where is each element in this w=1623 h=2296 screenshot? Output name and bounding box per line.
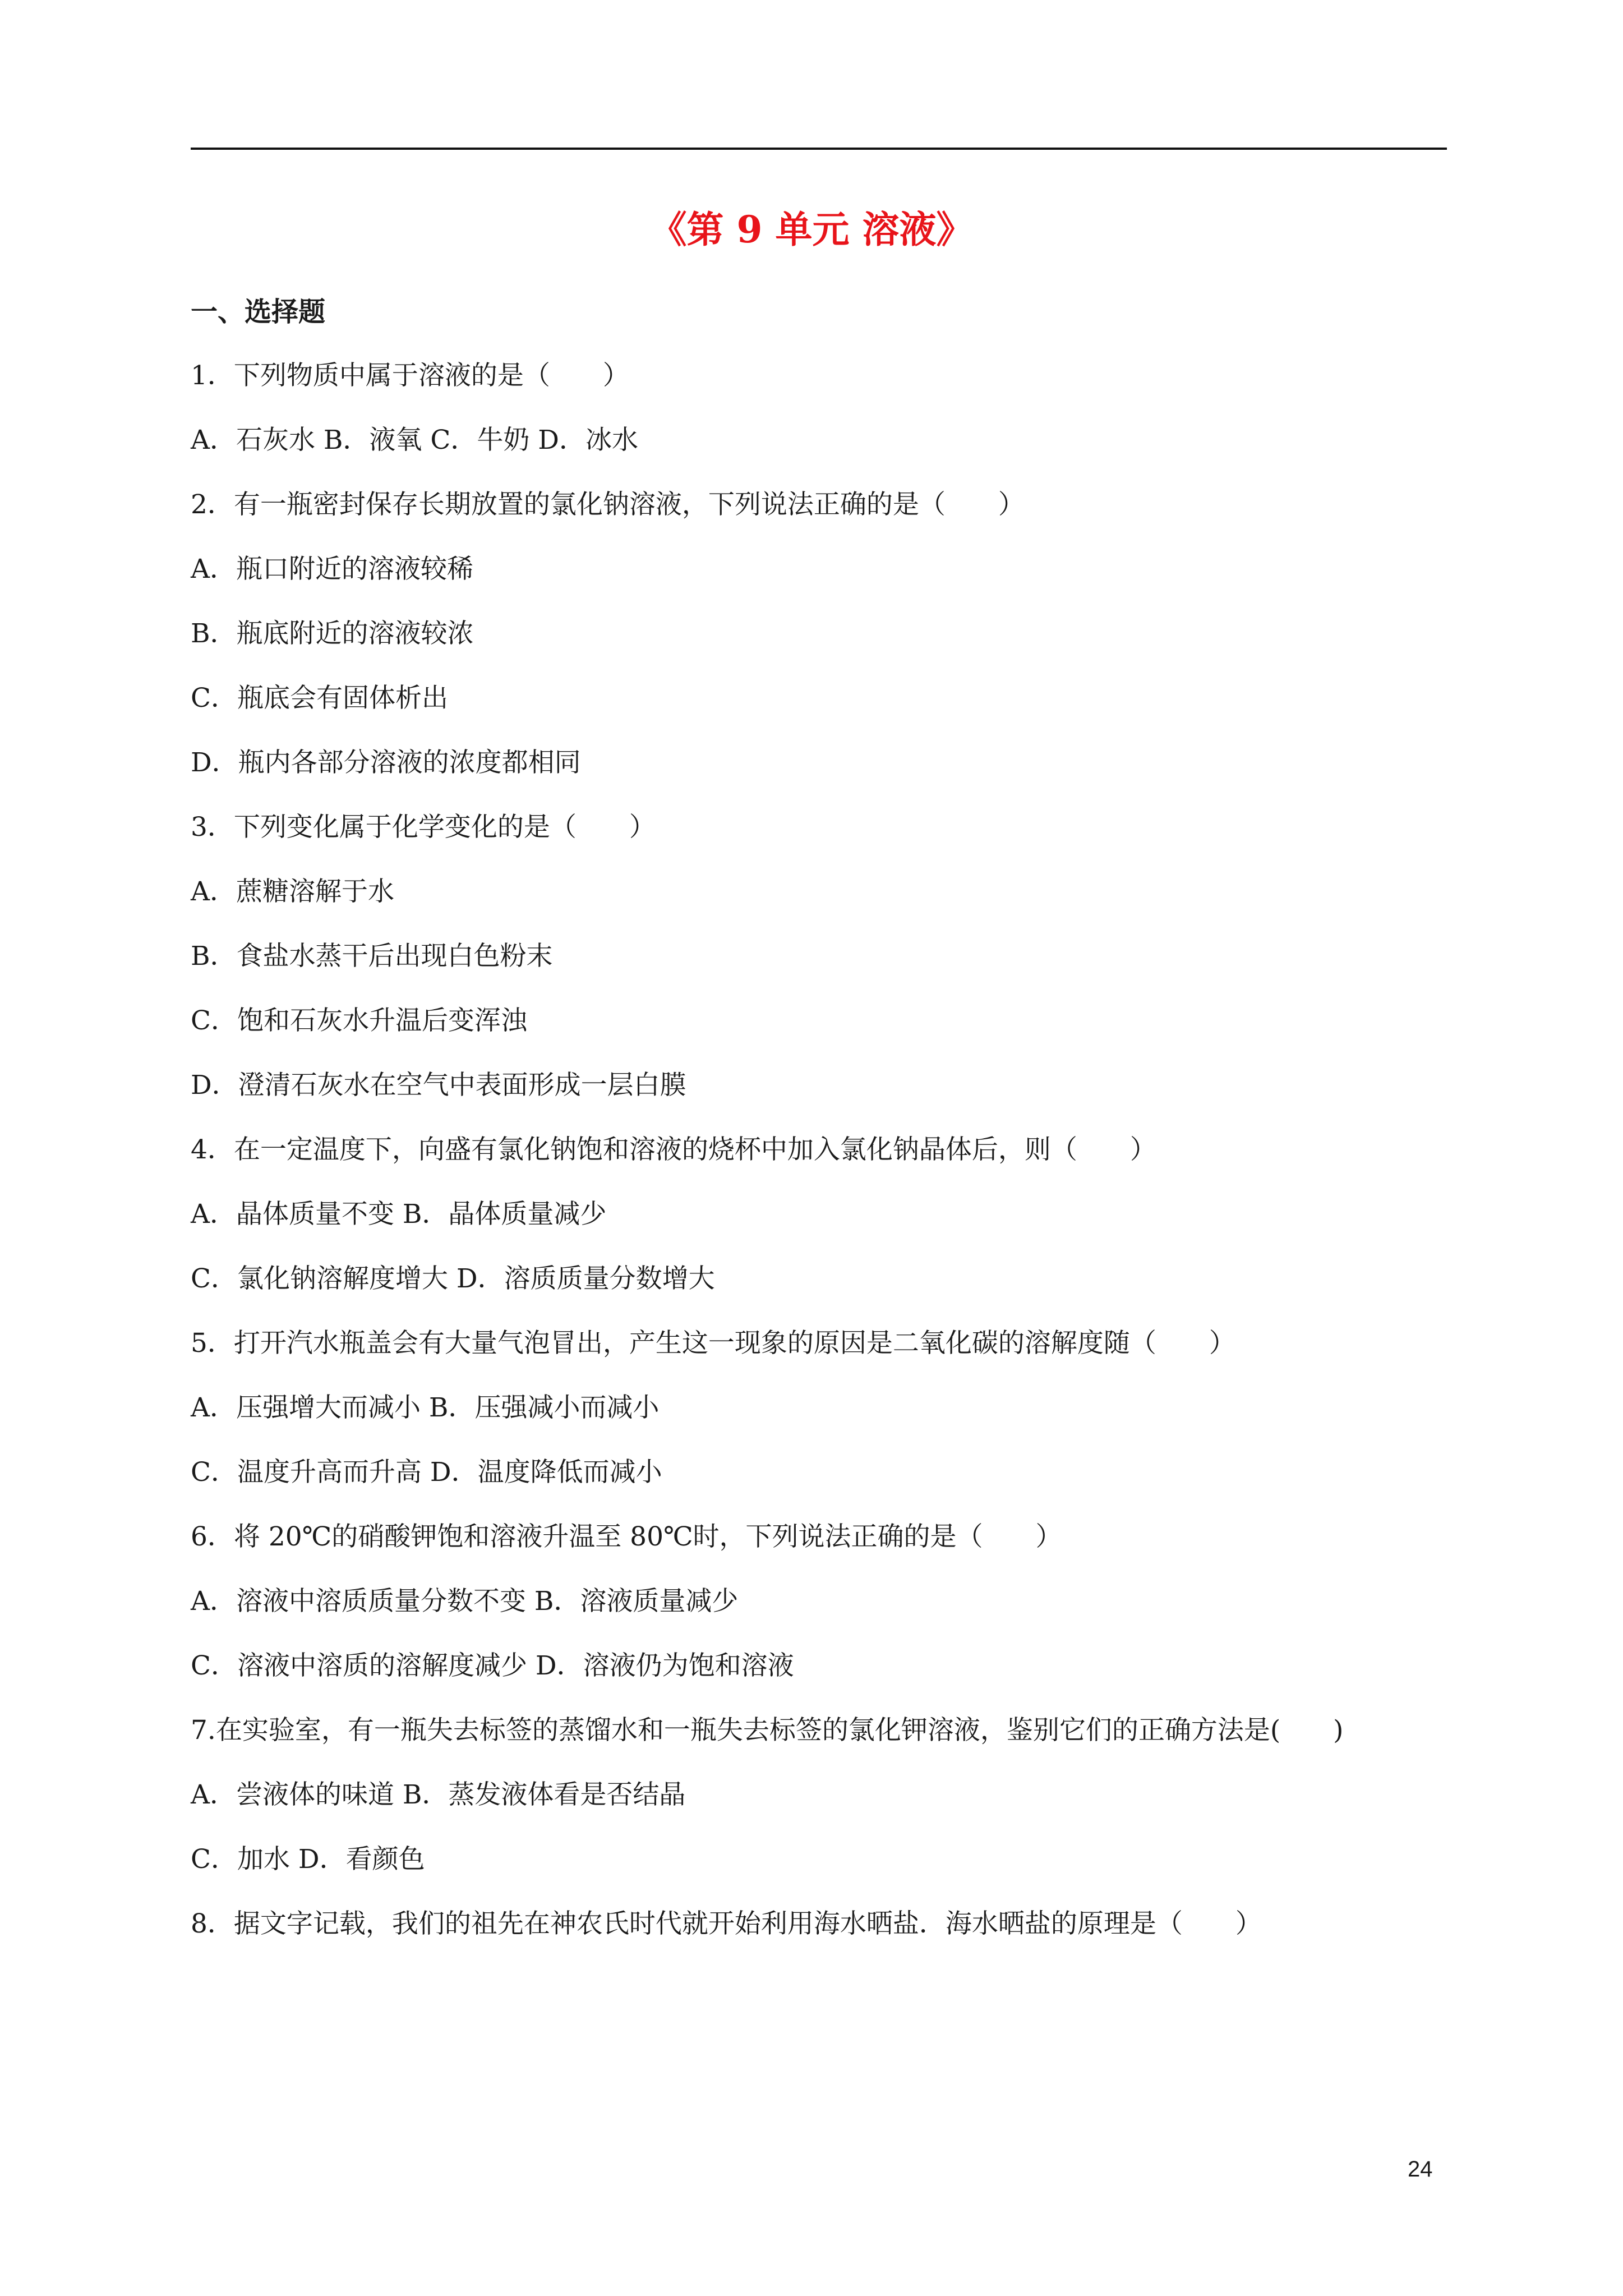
question-2-option-a: A．瓶口附近的溶液较稀 — [191, 554, 473, 585]
question-list — [191, 359, 1447, 1972]
question-1-options: A．石灰水 B．液氧 C．牛奶 D．冰水 — [191, 425, 638, 455]
document-title: 《第 9 单元 溶液》 — [649, 208, 974, 251]
question-3-option-d: D．澄清石灰水在空气中表面形成一层白膜 — [191, 1070, 686, 1101]
question-8: 8．据文字记载，我们的祖先在神农氏时代就开始利用海水晒盐．海水晒盐的原理是（ ） — [191, 1908, 1262, 1939]
question-4-options-ab: A．晶体质量不变 B．晶体质量减少 — [191, 1199, 607, 1230]
question-4: 4．在一定温度下，向盛有氯化钠饱和溶液的烧杯中加入氯化钠晶体后，则（ ） — [191, 1134, 1156, 1165]
section-heading: 一、选择题 — [191, 296, 326, 328]
question-6-options-cd: C．溶液中溶质的溶解度减少 D．溶液仍为饱和溶液 — [191, 1650, 794, 1681]
question-3-option-a: A．蔗糖溶解于水 — [191, 876, 394, 907]
question-5-options-ab: A．压强增大而减小 B．压强减小而减小 — [191, 1392, 660, 1423]
page-number: 24 — [1408, 2157, 1433, 2182]
question-5: 5．打开汽水瓶盖会有大量气泡冒出，产生这一现象的原因是二氧化碳的溶解度随（ ） — [191, 1328, 1235, 1359]
question-1: 1．下列物质中属于溶液的是（ ） — [191, 360, 629, 391]
question-2-option-d: D．瓶内各部分溶液的浓度都相同 — [191, 747, 581, 778]
question-7-options-ab: A．尝液体的味道 B．蒸发液体看是否结晶 — [191, 1779, 686, 1810]
question-3-option-b: B．食盐水蒸干后出现白色粉末 — [191, 941, 553, 972]
question-5-options-cd: C．温度升高而升高 D．温度降低而减小 — [191, 1457, 662, 1488]
question-4-options-cd: C．氯化钠溶解度增大 D．溶质质量分数增大 — [191, 1263, 715, 1294]
question-2: 2．有一瓶密封保存长期放置的氯化钠溶液，下列说法正确的是（ ） — [191, 489, 1025, 520]
question-6-options-ab: A．溶液中溶质质量分数不变 B．溶液质量减少 — [191, 1586, 739, 1617]
question-2-option-c: C．瓶底会有固体析出 — [191, 683, 448, 714]
question-3-option-c: C．饱和石灰水升温后变浑浊 — [191, 1005, 527, 1036]
header-rule — [191, 148, 1447, 150]
question-6: 6．将 20℃的硝酸钾饱和溶液升温至 80℃时，下列说法正确的是（ ） — [191, 1521, 1062, 1552]
question-7: 7.在实验室，有一瓶失去标签的蒸馏水和一瓶失去标签的氯化钾溶液，鉴别它们的正确方法是( ) — [191, 1715, 1344, 1746]
question-7-options-cd: C．加水 D．看颜色 — [191, 1844, 425, 1875]
question-3: 3．下列变化属于化学变化的是（ ） — [191, 812, 656, 843]
question-2-option-b: B．瓶底附近的溶液较浓 — [191, 618, 474, 649]
